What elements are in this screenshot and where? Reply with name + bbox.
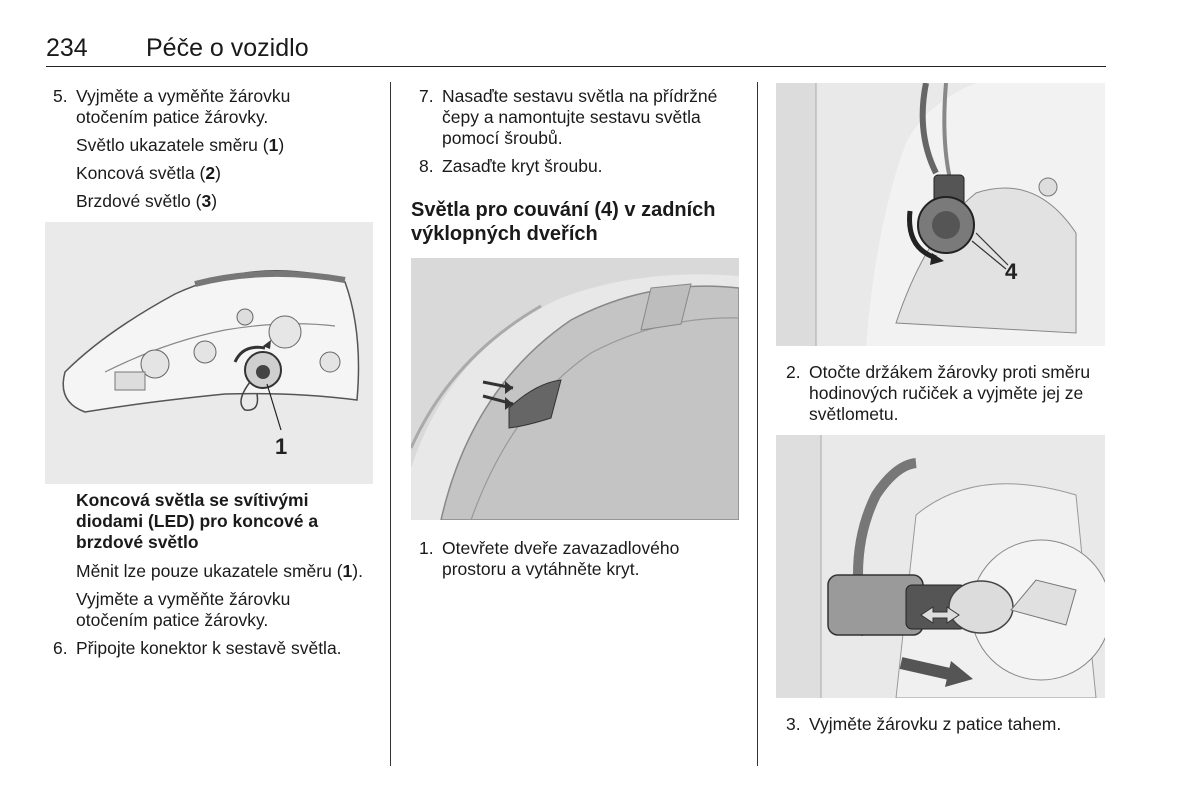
tailgate-figure <box>411 258 739 520</box>
section-title: Světla pro couvání (4) v zadních výklopných dveřích <box>411 199 716 245</box>
step-8 <box>419 156 739 177</box>
page-header <box>46 32 1106 67</box>
column-1-top <box>53 86 353 219</box>
column-2-top <box>419 86 739 184</box>
step-1 <box>419 538 742 580</box>
step-text: Vyjměte a vyměňte žárovku otočením patice žárovky. <box>76 86 291 127</box>
page-title: Péče o vozidlo <box>146 34 309 62</box>
led-note: Měnit lze pouze ukazatele směru (1). <box>76 561 363 581</box>
light-item: Brzdové světlo (3) <box>76 191 218 211</box>
step-text: Otevřete dveře zavazadlového prostoru a vytáhněte kryt. <box>442 538 680 579</box>
page-number: 234 <box>46 34 88 62</box>
column-3-bottom <box>786 714 1106 742</box>
step-text: Otočte držákem žárovky proti směru hodinových ručiček a vyjměte jej ze světlometu. <box>809 362 1091 424</box>
taillight-figure <box>45 222 373 484</box>
column-1-bottom <box>53 490 373 666</box>
step-text: Vyjměte žárovku z patice tahem. <box>809 714 1062 734</box>
step-text: Zasaďte kryt šroubu. <box>442 156 603 176</box>
step-7 <box>419 86 732 149</box>
step-text: Připojte konektor k sestavě světla. <box>76 638 342 658</box>
column-3-middle <box>786 362 1096 432</box>
step-number: 1. <box>419 538 434 558</box>
figure-callout-1: 1 <box>275 434 288 459</box>
light-item: Koncová světla (2) <box>76 163 221 183</box>
step-2 <box>786 362 1099 425</box>
bulb-holder-figure <box>776 83 1105 346</box>
led-heading: Koncová světla se svítivými diodami (LED) pro koncové a brzdové světlo <box>76 490 319 552</box>
step-number: 5. <box>53 86 68 106</box>
column-divider <box>390 82 391 766</box>
bulb-removal-figure <box>776 435 1105 698</box>
step-number: 2. <box>786 362 801 382</box>
step-3 <box>786 714 1106 735</box>
step-number: 6. <box>53 638 68 658</box>
step-text: Nasaďte sestavu světla na přídržné čepy a namontujte sestavu světla pomocí šroubů. <box>442 86 718 148</box>
figure-callout-4: 4 <box>1005 259 1018 284</box>
step-number: 8. <box>419 156 434 176</box>
led-note-2: Vyjměte a vyměňte žárovku otočením patice žárovky. <box>76 589 291 630</box>
column-divider <box>757 82 758 766</box>
step-number: 7. <box>419 86 434 106</box>
column-2-bottom <box>419 538 729 587</box>
step-6 <box>53 638 346 659</box>
light-item: Světlo ukazatele směru (1) <box>76 135 285 155</box>
step-5 <box>53 86 353 128</box>
step-number: 3. <box>786 714 801 734</box>
